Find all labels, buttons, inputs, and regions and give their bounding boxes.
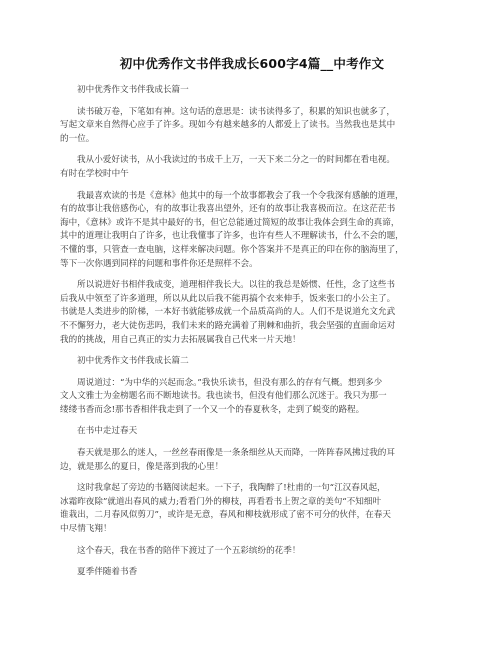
paragraph: [60, 425, 444, 439]
text-line: 我从小爱好读书，从小我读过的书成千上万，一天下来二分之一的时间都在看电视。: [77, 155, 395, 166]
text-line: 缕缕书香而念!那书香相伴我走到了一个又一个的春夏秋冬，走到了蜕变的路程。: [60, 404, 365, 415]
document-body: [60, 84, 444, 580]
text-line: 所以说进好书相伴我成变，道理相伴我长大。以往的我总是娇惯、任性，念了这些书: [77, 280, 395, 291]
text-line: 后我从中领至了许多道理，所以从此以后我不能再搞个衣来伸手，饭来张口的小公主了。: [60, 293, 396, 304]
text-line: 写起文章来自然得心应手了许多。现如今有越来越多的人都爱上了读书。当然我也是其中: [60, 120, 396, 131]
text-line: 不懂的事，只管查一查电脑，这样来解决问题。你个答案并不是真正的印在你的脑海里了，: [60, 244, 404, 255]
text-line: 周说道过：“为中华的兴起而念。”我快乐读书，但没有那么的存有气概。想到多少: [77, 377, 383, 388]
paragraph: [60, 154, 444, 181]
text-line: 夏季伴随着书香: [77, 567, 138, 578]
paragraph: [60, 279, 444, 347]
text-line: 海中，《意林》或许不是其中最好的书，但它总能通过简短的故事让我体会到生命的真谛，: [60, 217, 400, 228]
text-line: 我最喜欢读的书是《意林》他其中的每一个故事都教会了我一个令我深有感触的道理，: [77, 190, 404, 201]
paragraph: [60, 190, 444, 272]
text-line: 在书中走过春天: [77, 426, 138, 437]
paragraph: [60, 566, 444, 580]
text-line: 有的故事让我倍感伤心，有的故事让我喜出望外，还有的故事让我喜极而泣。在这茫茫书: [60, 204, 396, 215]
text-line: 中尽情飞翔！: [60, 524, 112, 535]
text-line: 书就是人类进步的阶梯，一本好书就能够成就一个品质高尚的人。人们不是说道允文允武: [60, 307, 396, 318]
paragraph: [60, 377, 444, 418]
paragraph: [60, 482, 444, 536]
paragraph: [60, 106, 444, 147]
paragraph: [60, 447, 444, 474]
text-line: 有时在学校时中午: [60, 168, 129, 179]
text-line: 不不懈努力，老大徒伤悲吗，我们未来的路充满着了荆棘和曲折，我会坚强的直面命运对: [60, 320, 396, 331]
text-line: 文人文雅士为金榜题名而不断地读书。我也读书，但没有他们那么沉迷于。我只为那一: [60, 391, 387, 402]
paragraph: [60, 84, 444, 98]
text-line: 的一位。: [60, 133, 95, 144]
text-line: 其中的道理让我明白了许多，也让我懂事了许多，也许有些人不理解读书，什么不会的题，: [60, 231, 404, 242]
text-line: 这个春天，我在书香的陪伴下渡过了一个五彩缤纷的花季！: [77, 545, 301, 556]
text-line: 读书破万卷，下笔如有神。这句话的意思是：读书读得多了，积累的知识也就多了，: [77, 106, 395, 117]
text-line: 春天就是那么的迷人，一丝丝春雨像是一条条细丝从天而降，一阵阵春风拂过我的耳: [77, 448, 395, 459]
text-line: 我的的挑战，用自己真正的实力去拓展属我自己代来一片天地！: [60, 334, 301, 345]
paragraph: [60, 355, 444, 369]
paragraph: [60, 545, 444, 559]
text-line: 等下一次你遇到同样的问题和事件你还是照样不会。: [60, 258, 258, 269]
text-line: 谁栽出，二月春风似剪刀”，或许是无意，春风和柳枝就形成了密不可分的伙伴，在春天: [60, 510, 391, 521]
text-line: 边，就是那么的夏日，像是落到我的心里！: [60, 461, 224, 472]
text-line: 冰霜昨夜除”就道出春风的威力;看看门外的柳枝，再看看书上贺之章的美句“不知细叶: [60, 496, 382, 507]
text-line: 这时我拿起了旁边的书籍阅读起来。一下子，我陶醉了!杜甫的一句“江汉春风起，: [77, 483, 386, 494]
document-title: 初中优秀作文书伴我成长600字4篇__中考作文: [119, 56, 385, 71]
text-line: 初中优秀作文书伴我成长篇一: [77, 85, 189, 95]
text-line: 初中优秀作文书伴我成长篇二: [77, 356, 189, 367]
